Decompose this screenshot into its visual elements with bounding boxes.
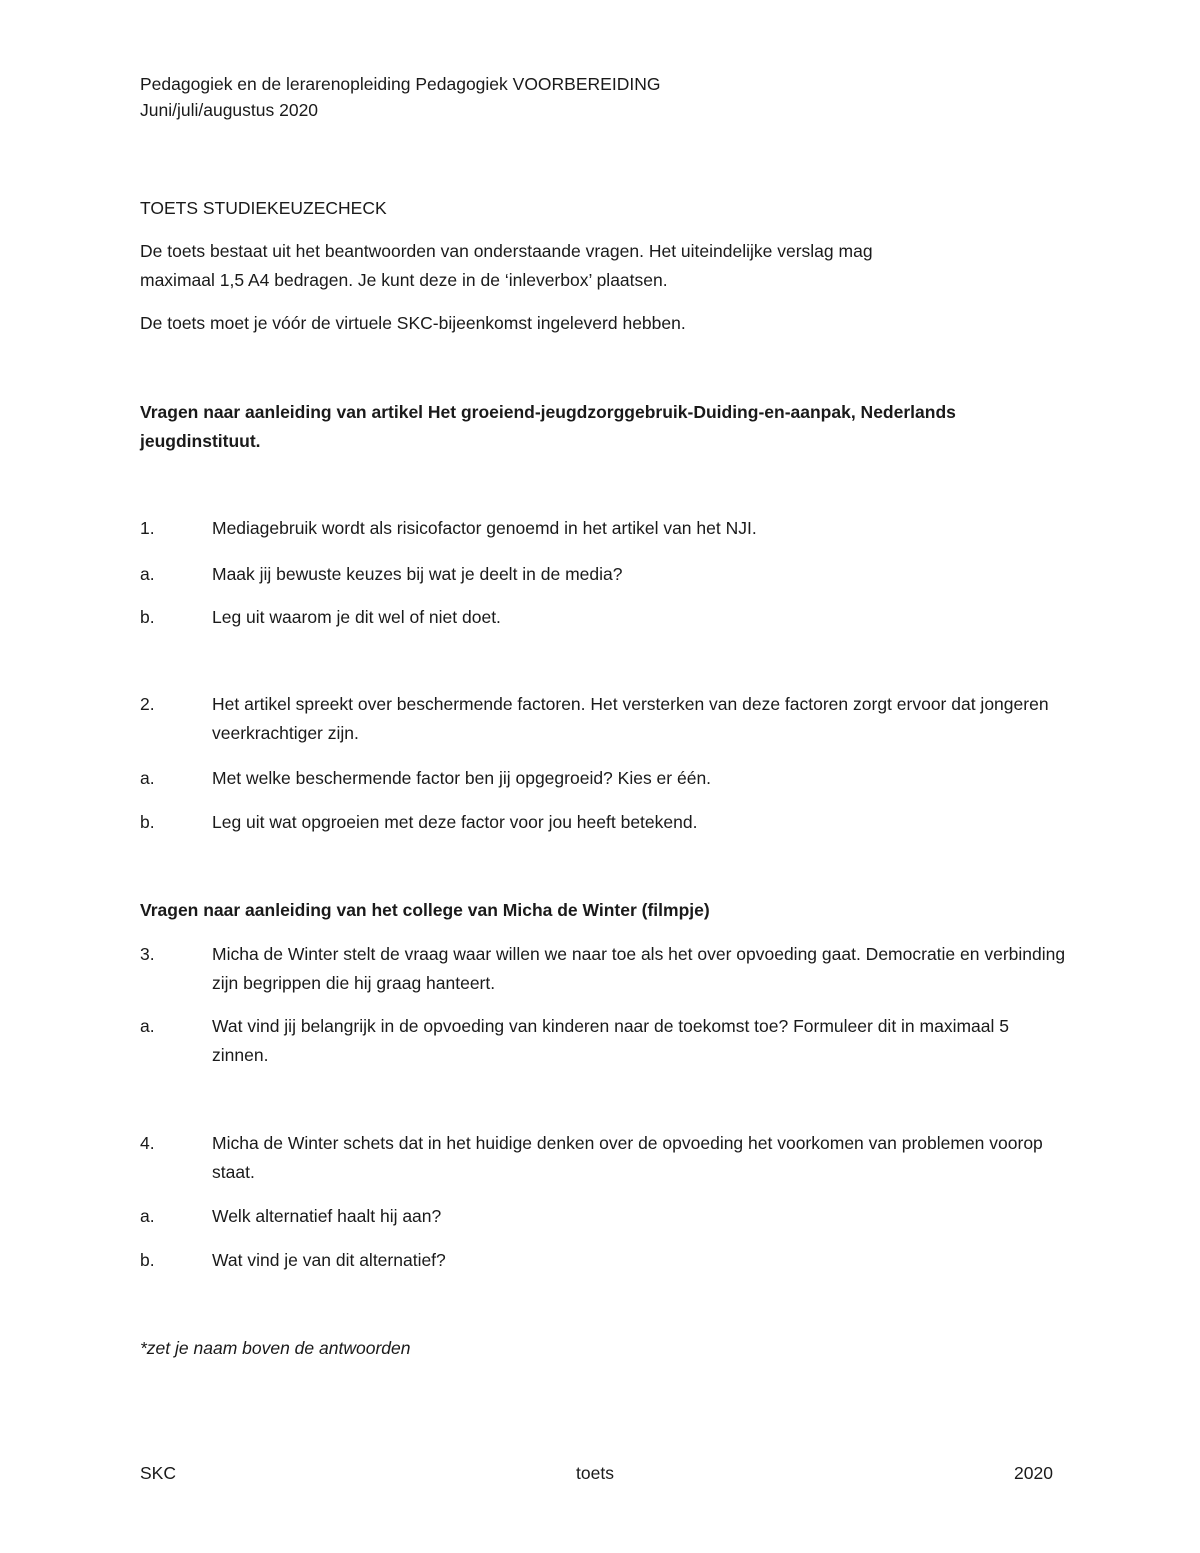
header-line-2: Juni/juli/augustus 2020 bbox=[140, 100, 319, 120]
question-4 bbox=[140, 1129, 1070, 1187]
intro-paragraph-line-2: maximaal 1,5 A4 bedragen. Je kunt deze in de ‘inleverbox’ plaatsen. bbox=[140, 270, 668, 290]
subquestion-text: Met welke beschermende factor ben jij opgegroeid? Kies er één. bbox=[212, 768, 712, 788]
question-text: Micha de Winter schets dat in het huidige denken over de opvoeding het voorkomen van problemen voorop staat. bbox=[212, 1133, 1043, 1182]
subquestion-text: Welk alternatief haalt hij aan? bbox=[212, 1206, 442, 1226]
subquestion-text: Wat vind jij belangrijk in de opvoeding van kinderen naar de toekomst toe? Formuleer dit in maximaal 5 zinnen. bbox=[212, 1016, 1009, 1065]
footer-center: toets bbox=[576, 1463, 614, 1483]
section-1-heading-line-2: jeugdinstituut. bbox=[140, 431, 261, 451]
footer-left: SKC bbox=[140, 1463, 176, 1483]
question-1 bbox=[140, 514, 1070, 543]
question-3a bbox=[140, 1012, 1070, 1070]
question-1a bbox=[140, 560, 1070, 589]
name-note: *zet je naam boven de antwoorden bbox=[140, 1338, 411, 1358]
intro-deadline-paragraph: De toets moet je vóór de virtuele SKC-bijeenkomst ingeleverd hebben. bbox=[140, 313, 686, 333]
footer-right: 2020 bbox=[1014, 1463, 1053, 1483]
question-number: 1. bbox=[140, 518, 155, 538]
subquestion-label: b. bbox=[140, 1250, 155, 1270]
subquestion-text: Leg uit wat opgroeien met deze factor voor jou heeft betekend. bbox=[212, 812, 698, 832]
question-2a bbox=[140, 764, 1070, 793]
subquestion-label: a. bbox=[140, 1206, 155, 1226]
subquestion-text: Leg uit waarom je dit wel of niet doet. bbox=[212, 607, 501, 627]
question-number: 4. bbox=[140, 1133, 155, 1153]
header-line-1: Pedagogiek en de lerarenopleiding Pedagogiek VOORBEREIDING bbox=[140, 74, 661, 94]
subquestion-text: Wat vind je van dit alternatief? bbox=[212, 1250, 446, 1270]
subquestion-text: Maak jij bewuste keuzes bij wat je deelt in de media? bbox=[212, 564, 623, 584]
question-1b bbox=[140, 603, 1070, 632]
question-3 bbox=[140, 940, 1070, 998]
question-number: 2. bbox=[140, 694, 155, 714]
subquestion-label: b. bbox=[140, 607, 155, 627]
question-2 bbox=[140, 690, 1070, 748]
question-text: Het artikel spreekt over beschermende factoren. Het versterken van deze factoren zorgt ervoor dat jongeren veerkrachtiger zijn. bbox=[212, 694, 1049, 743]
intro-paragraph-line-1: De toets bestaat uit het beantwoorden van onderstaande vragen. Het uiteindelijke verslag mag bbox=[140, 241, 873, 261]
question-text: Micha de Winter stelt de vraag waar willen we naar toe als het over opvoeding gaat. Democratie en verbinding zijn begrippen die hij graag hanteert. bbox=[212, 944, 1066, 993]
question-4a bbox=[140, 1202, 1070, 1231]
question-4b bbox=[140, 1246, 1070, 1275]
question-2b bbox=[140, 808, 1070, 837]
subquestion-label: b. bbox=[140, 812, 155, 832]
subquestion-label: a. bbox=[140, 768, 155, 788]
section-1-heading-line-1: Vragen naar aanleiding van artikel Het groeiend-jeugdzorggebruik-Duiding-en-aanpak, Nederlands bbox=[140, 402, 956, 422]
question-text: Mediagebruik wordt als risicofactor genoemd in het artikel van het NJI. bbox=[212, 518, 757, 538]
subquestion-label: a. bbox=[140, 1016, 155, 1036]
subquestion-label: a. bbox=[140, 564, 155, 584]
question-number: 3. bbox=[140, 944, 155, 964]
document-title: TOETS STUDIEKEUZECHECK bbox=[140, 198, 387, 218]
section-2-heading: Vragen naar aanleiding van het college van Micha de Winter (filmpje) bbox=[140, 900, 710, 920]
